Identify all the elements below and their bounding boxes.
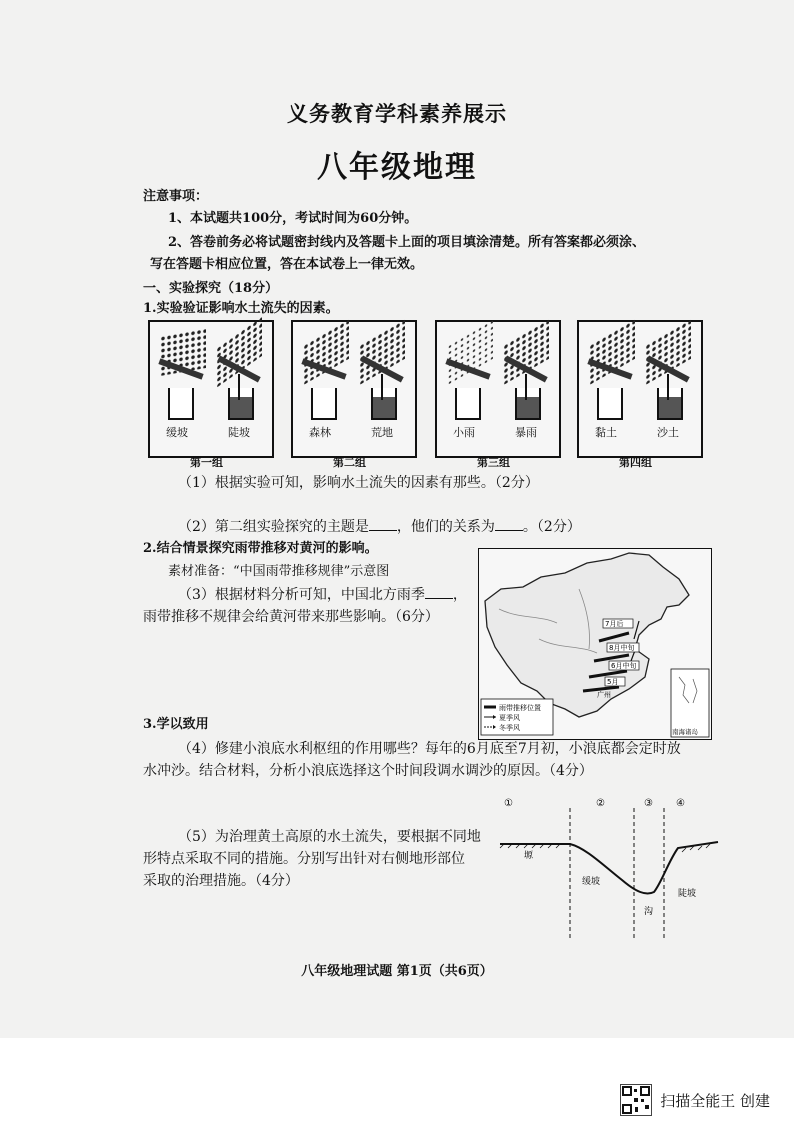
panel-left-label: 缓坡 [166,426,188,439]
question-1-1: （1）根据实验可知，影响水土流失的因素有那些。（2分） [178,475,539,491]
experiment-group-4 [577,320,703,458]
drain-pipe-icon [667,374,669,400]
panel-right-label: 沙土 [657,426,679,439]
exam-subject: 八年级地理 [317,150,477,185]
experiment-group-2 [291,320,417,458]
panel-right-label: 暴雨 [515,426,537,439]
page-footer: 八年级地理试题 第1页（共6页） [301,964,493,979]
beaker-icon [455,388,481,420]
map-label-june: 6月中旬 [611,662,637,670]
terrain-gentle-slope: 缓坡 [582,877,601,887]
notice-item-2a: 2、答卷前务必将试题密封线内及答题卡上面的项目填涂清楚。所有答案都必须涂、 [168,235,646,250]
question-3-5a: （5）为治理黄土高原的水土流失，要根据不同地 [178,829,481,845]
drain-pipe-icon [381,374,383,400]
panel-right-label: 陡坡 [228,426,250,439]
experiment-group-label: 第三组 [477,456,510,469]
beaker-icon [168,388,194,420]
terrain-gully: 沟 [644,907,654,917]
scanner-brand-text: 扫描全能王 创建 [660,1091,770,1110]
question-3-4a: （4）修建小浪底水利枢纽的作用哪些？每年的6月底至7月初，小浪底都会定时放 [178,741,681,757]
beaker-icon [311,388,337,420]
terrain-profile-figure [496,796,720,938]
question-1-2: （2）第二组实验探究的主题是 ，他们的关系为 。（2分） [178,519,581,535]
legend-winter-monsoon: 冬季风 [499,724,520,732]
question-3-4b: 水冲沙。结合材料，分析小浪底选择这个时间段调水调沙的原因。（4分） [143,763,593,779]
exam-title: 义务教育学科素养展示 [287,101,507,126]
map-label-august: 8月中旬 [609,644,635,652]
map-label-guangzhou: 广州 [597,691,611,699]
experiment-group-label: 第一组 [190,456,223,469]
china-map-figure [479,549,711,739]
experiment-group-1 [148,320,274,458]
panel-left-label: 森林 [309,426,331,439]
panel-left-label: 黏土 [595,426,617,439]
question-2-3a: （3）根据材料分析可知，中国北方雨季 ， [178,587,467,603]
zone-2-label: ② [596,798,605,809]
beaker-muddy-icon [228,388,254,420]
question-3-5b: 形特点采取不同的措施。分别写出针对右侧地形部位 [143,851,465,867]
question-3-5c: 采取的治理措施。（4分） [143,873,299,889]
question-1: 1.实验验证影响水土流失的因素。 [143,301,339,316]
map-label-july: 7月后 [605,620,624,628]
drain-pipe-icon [525,374,527,400]
notice-item-1: 1、本试题共100分，考试时间为60分钟。 [168,211,418,226]
beaker-muddy-icon [657,388,683,420]
zone-3-label: ③ [644,798,653,809]
experiment-group-3 [435,320,561,458]
notice-heading: 注意事项： [143,189,209,204]
answer-blank [425,586,453,599]
beaker-muddy-icon [515,388,541,420]
question-2: 2.结合情景探究雨带推移对黄河的影响。 [143,541,378,556]
qr-code-icon [620,1084,652,1116]
inset-label: 南海诸岛 [672,728,698,736]
legend-summer-monsoon: 夏季风 [499,714,520,722]
terrain-plateau: 塬 [524,851,534,861]
map-label-may: 5月 [607,678,619,686]
rain-belt-map [478,548,712,740]
terrain-steep-slope: 陡坡 [678,889,697,899]
section-heading: 一、实验探究（18分） [143,281,279,296]
panel-left-label: 小雨 [453,426,475,439]
material-caption: 素材准备：“中国雨带推移规律”示意图 [168,564,390,579]
experiment-group-label: 第二组 [333,456,366,469]
answer-blank [369,518,397,531]
panel-right-label: 荒地 [371,426,393,439]
south-china-sea-inset [671,669,709,737]
answer-blank [495,518,523,531]
beaker-muddy-icon [371,388,397,420]
notice-item-2b: 写在答题卡相应位置，答在本试卷上一律无效。 [150,257,424,272]
question-2-3b: 雨带推移不规律会给黄河带来那些影响。（6分） [143,609,439,625]
beaker-icon [597,388,623,420]
zone-1-label: ① [504,798,513,809]
question-3: 3.学以致用 [143,717,209,732]
legend-rainbelt: 雨带推移位置 [499,704,541,712]
zone-4-label: ④ [676,798,685,809]
experiment-group-label: 第四组 [619,456,652,469]
drain-pipe-icon [238,374,240,400]
scanner-watermark [620,1084,770,1116]
